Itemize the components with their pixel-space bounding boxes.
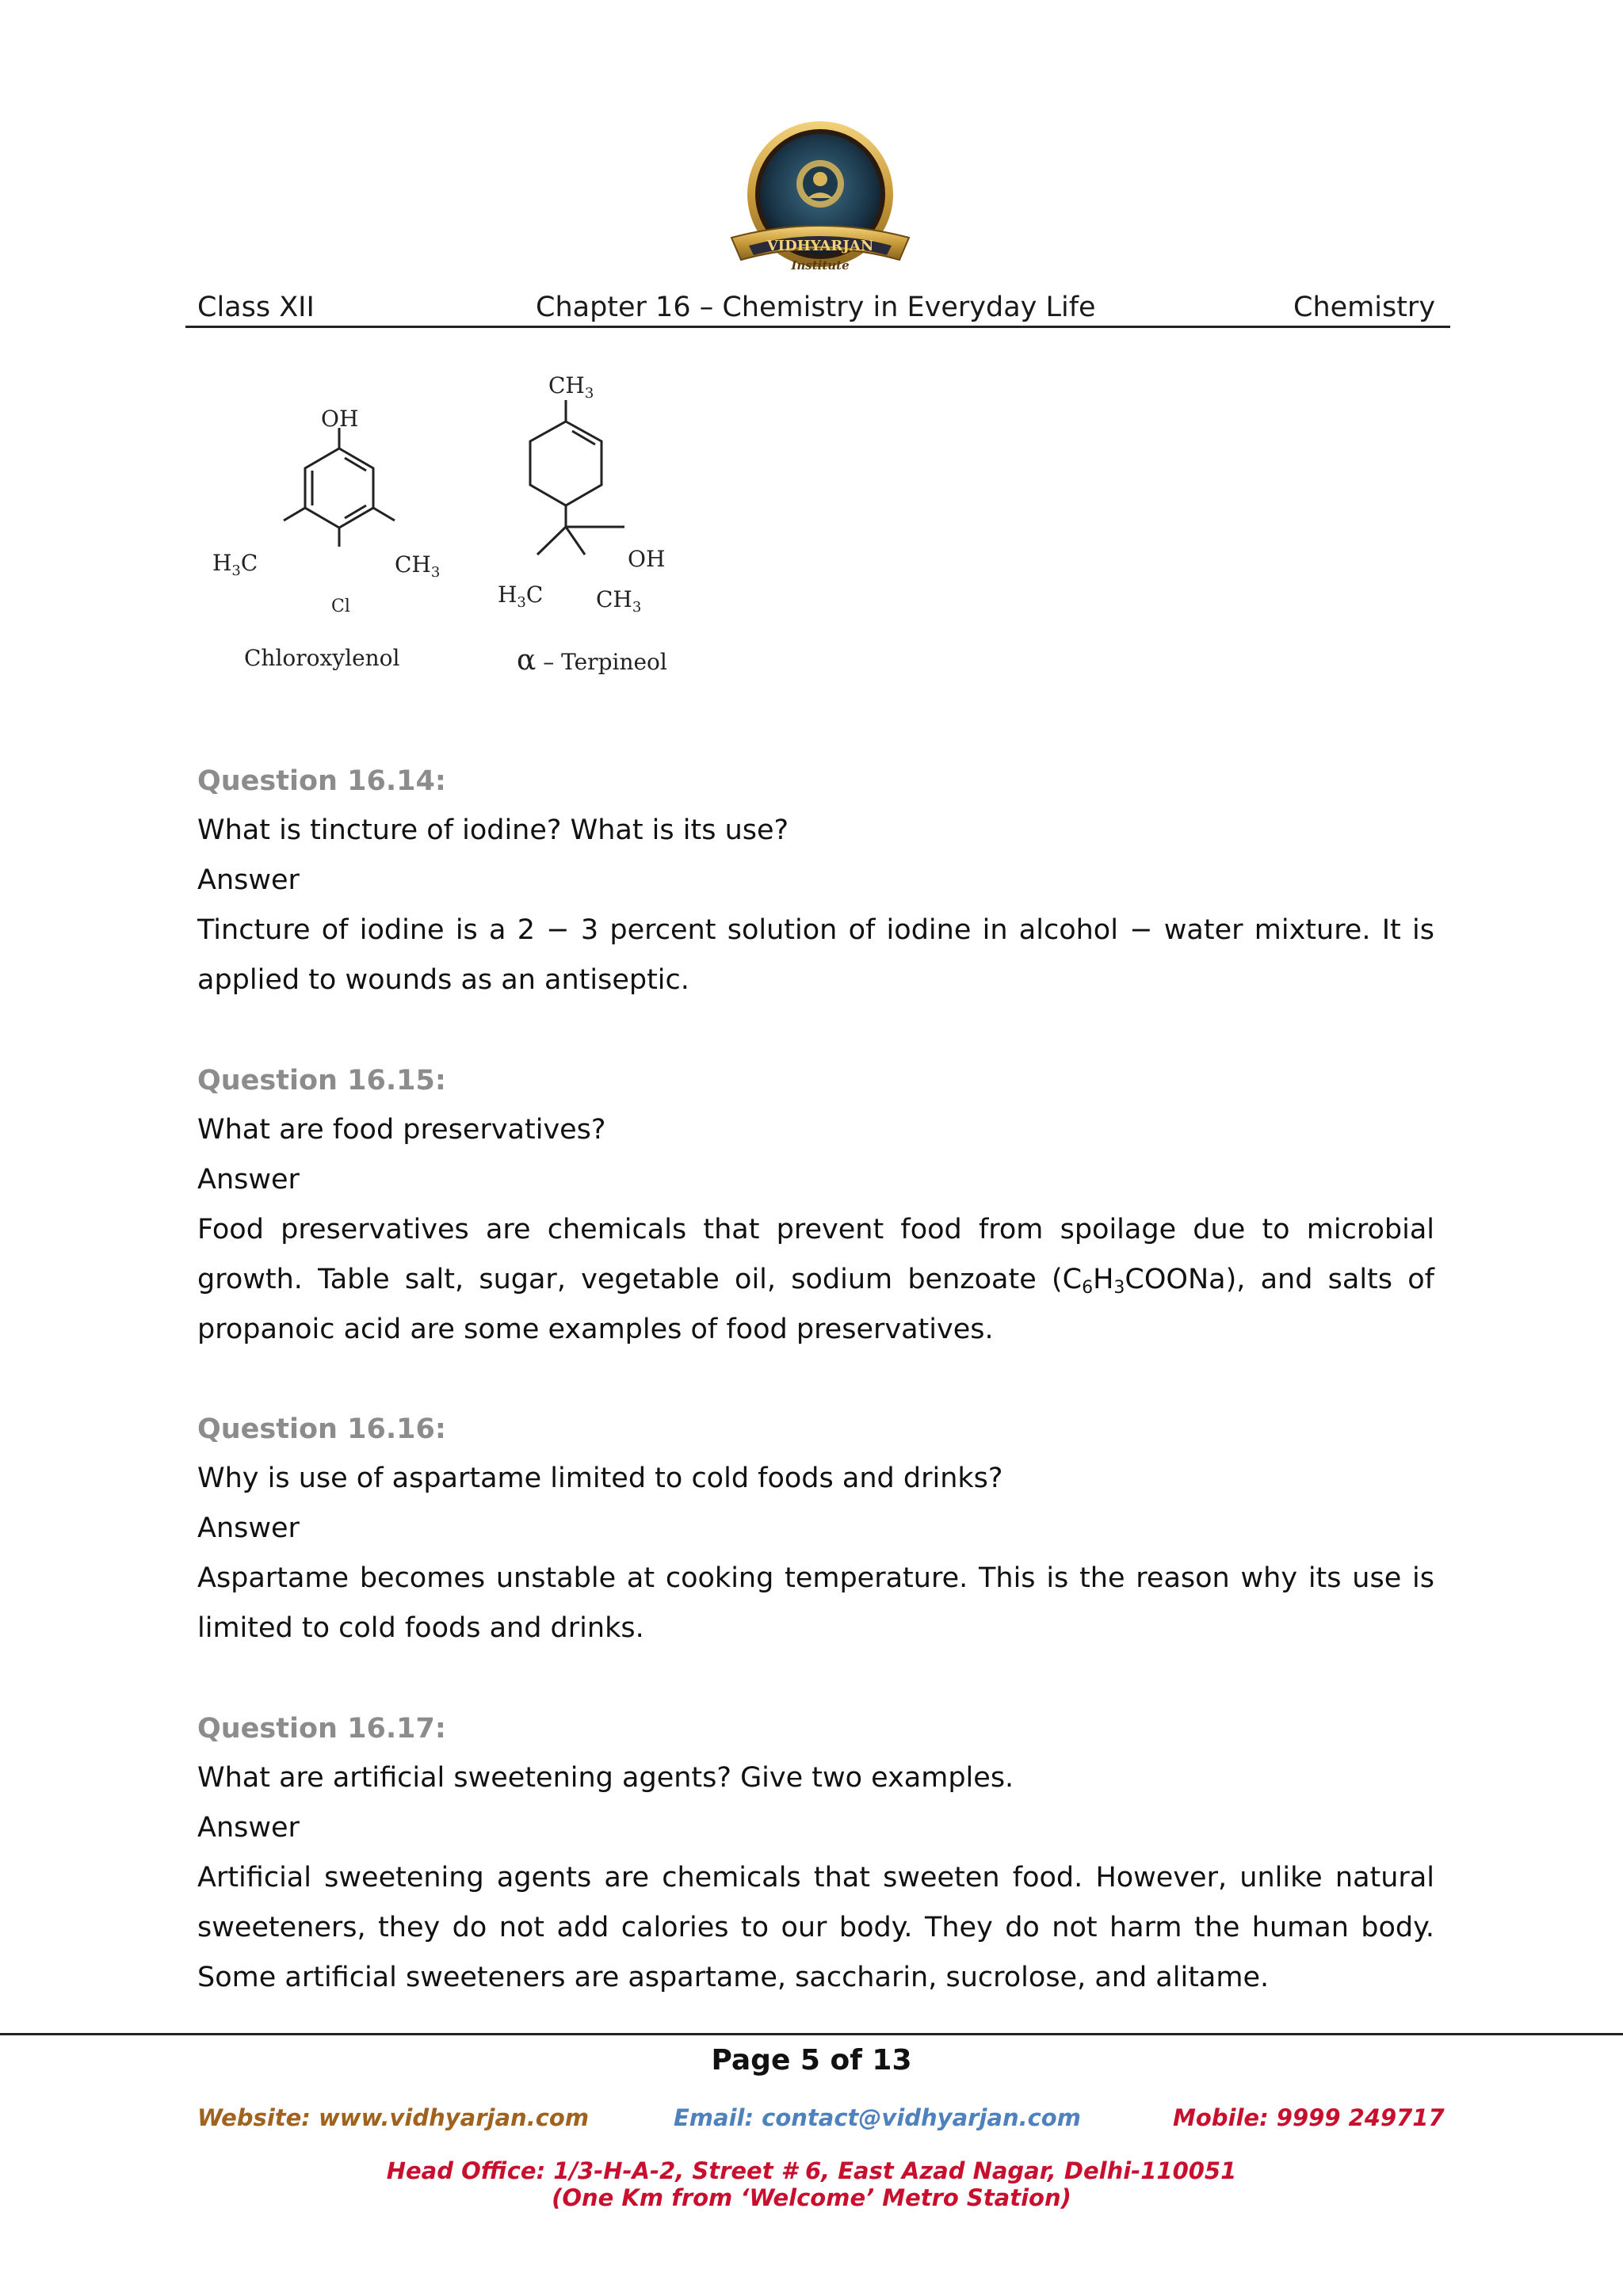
footer-landmark: (One Km from ‘Welcome’ Metro Station) xyxy=(552,2184,1071,2211)
question-label: Question 16.16: xyxy=(197,1413,446,1445)
terpineol-ch3-top xyxy=(548,372,594,402)
answer-label: Answer xyxy=(197,864,300,896)
answer-line: applied to wounds as an antiseptic. xyxy=(197,964,689,996)
footer-mobile: Mobile: 9999 249717 xyxy=(1173,2104,1445,2131)
terpineol-ch3 xyxy=(596,586,641,616)
chloroxylenol-ch3 xyxy=(395,551,440,581)
page-number: Page 5 of 13 xyxy=(711,2044,912,2077)
terpineol-oh: OH xyxy=(628,546,666,572)
header-subject: Chemistry xyxy=(1293,292,1436,323)
question-label: Question 16.17: xyxy=(197,1713,446,1745)
chloroxylenol-cl: Cl xyxy=(331,597,350,616)
terpineol-ch3-ch: CH xyxy=(596,586,632,612)
footer-divider xyxy=(0,2033,1623,2035)
vidhyarjan-logo xyxy=(717,119,923,293)
answer-label: Answer xyxy=(197,1512,300,1544)
answer-line: Artificial sweetening agents are chemicals that sweeten food. However, unlike natural xyxy=(197,1862,1434,1894)
terpineol-ch3-sub: 3 xyxy=(632,599,642,616)
chemical-structures-figure xyxy=(190,364,697,697)
terpineol-h3c-c: C xyxy=(525,582,544,608)
terpineol-h3c-sub: 3 xyxy=(517,594,526,611)
chloroxylenol-oh: OH xyxy=(321,406,359,432)
terpineol-name-text: – Terpineol xyxy=(536,649,667,675)
chloroxylenol-structure xyxy=(284,428,395,547)
answer-text: COONa), and salts of xyxy=(1125,1264,1434,1295)
chloroxylenol-name: Chloroxylenol xyxy=(244,645,400,671)
header-class: Class XII xyxy=(197,292,315,323)
answer-line: propanoic acid are some examples of food preservatives. xyxy=(197,1314,994,1345)
question-text: Why is use of aspartame limited to cold foods and drinks? xyxy=(197,1463,1003,1494)
chloroxylenol-h3c-c: C xyxy=(240,550,258,576)
answer-line: Aspartame becomes unstable at cooking temperature. This is the reason why its use is xyxy=(197,1562,1434,1594)
answer-line: Tincture of iodine is a 2 − 3 percent solution of iodine in alcohol − water mixture. It is xyxy=(197,914,1434,946)
footer-email[interactable]: Email: contact@vidhyarjan.com xyxy=(674,2104,1081,2131)
answer-line: limited to cold foods and drinks. xyxy=(197,1612,644,1644)
answer-line: Some artificial sweeteners are aspartame, saccharin, sucrolose, and alitame. xyxy=(197,1962,1270,1993)
answer-label: Answer xyxy=(197,1812,300,1844)
answer-line: sweeteners, they do not add calories to our body. They do not harm the human body. xyxy=(197,1912,1434,1943)
answer-label: Answer xyxy=(197,1164,300,1196)
terpineol-structure xyxy=(530,400,624,555)
answer-line: Food preservatives are chemicals that prevent food from spoilage due to microbial xyxy=(197,1214,1434,1245)
terpineol-alpha: α xyxy=(517,644,537,677)
terpineol-h3c xyxy=(498,582,543,611)
header-chapter: Chapter 16 – Chemistry in Everyday Life xyxy=(536,292,1096,323)
logo-tagline: Institute xyxy=(791,258,850,273)
footer-address: Head Office: 1/3-H-A-2, Street # 6, East Azad Nagar, Delhi-110051 xyxy=(386,2157,1237,2184)
header-divider xyxy=(185,326,1450,328)
answer-text: growth. Table salt, sugar, vegetable oil, sodium benzoate (C xyxy=(197,1264,1083,1295)
question-text: What are food preservatives? xyxy=(197,1114,606,1146)
terpineol-ch3-top-ch: CH xyxy=(548,372,585,399)
chloroxylenol-ch3-sub: 3 xyxy=(430,564,441,581)
question-label: Question 16.15: xyxy=(197,1065,446,1097)
chloroxylenol-ch3-ch: CH xyxy=(395,551,431,578)
question-label: Question 16.14: xyxy=(197,765,446,797)
logo-brand: VIDHYARJAN xyxy=(766,238,874,254)
chloroxylenol-h3c xyxy=(212,550,258,579)
formula-subscript: 3 xyxy=(1113,1278,1125,1298)
formula-element: H xyxy=(1093,1264,1114,1295)
footer-website[interactable]: Website: www.vidhyarjan.com xyxy=(197,2104,590,2131)
formula-subscript: 6 xyxy=(1082,1278,1094,1298)
answer-line-with-formula xyxy=(197,1264,1434,1298)
terpineol-ch3-top-sub: 3 xyxy=(584,385,594,402)
question-text: What is tincture of iodine? What is its use? xyxy=(197,814,789,846)
question-text: What are artificial sweetening agents? Give two examples. xyxy=(197,1762,1014,1794)
chloroxylenol-h3c-h: H xyxy=(212,550,232,576)
terpineol-name xyxy=(517,644,667,677)
chloroxylenol-h3c-sub: 3 xyxy=(231,563,241,579)
terpineol-h3c-h: H xyxy=(498,582,517,608)
